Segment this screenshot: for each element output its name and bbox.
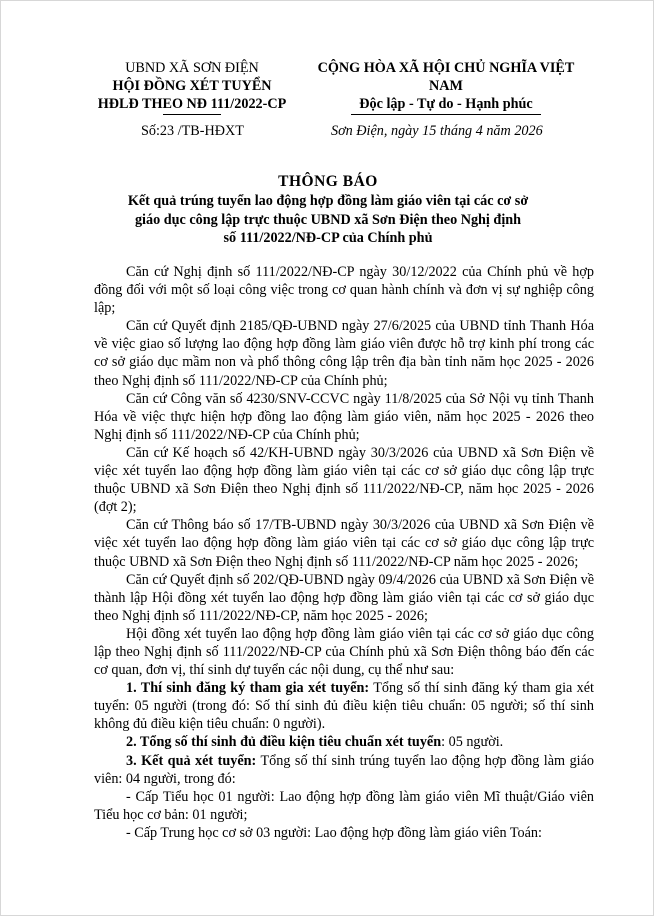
document-number: Số:23 /TB-HĐXT (141, 123, 244, 139)
national-motto-block (301, 59, 591, 115)
subtitle-line-2: giáo dục công lập trực thuộc UBND xã Sơn Điện theo Nghị định (134, 211, 522, 228)
subtitle-line-1: Kết quả trúng tuyển lao động hợp đồng làm giáo viên tại các cơ sở (127, 193, 529, 209)
item-2-text: : 05 người. (441, 734, 504, 751)
document-body (94, 263, 594, 842)
item-3-sub-primary: - Cấp Tiểu học 01 người: Lao động hợp đồng làm giáo viên Mĩ thuật/Giáo viên Tiểu học cơ bản: 01 người; (94, 788, 594, 823)
org-underline (163, 114, 221, 115)
document-subtitle (79, 192, 577, 248)
org-line-1: UBND XÃ SƠN ĐIỆN (125, 60, 259, 76)
item-1-label: 1. Thí sinh đăng ký tham gia xét tuyển: (126, 680, 370, 697)
paragraph-basis-6: Căn cứ Quyết định số 202/QĐ-UBND ngày 09/4/2026 của UBND xã Sơn Điện về thành lập Hội đồng xét tuyển lao động hợp đồng làm giáo viên tại các cơ sở giáo dục theo Nghị định số 111/2022/NĐ-CP, năm học 2025 - 2026; (94, 571, 594, 624)
item-2-label: 2. Tổng số thí sinh đủ điều kiện tiêu chuẩn xét tuyển (126, 734, 442, 751)
item-3 (94, 752, 594, 788)
motto: Độc lập - Tự do - Hạnh phúc (359, 96, 533, 112)
paragraph-basis-1: Căn cứ Nghị định số 111/2022/NĐ-CP ngày 30/12/2022 của Chính phủ về hợp đồng đối với một số loại công việc trong cơ quan hành chính và đơn vị sự nghiệp công lập; (94, 264, 594, 317)
item-1-text: Tổng số thí sinh đăng ký tham gia xét tuyển: 05 người (trong đó: Số thí sinh đủ điều kiện tiêu chuẩn: 05 người; số thí sinh không đủ điều kiện tiêu chuẩn: 0 người). (94, 680, 594, 733)
item-3-label: 3. Kết quả xét tuyển: (126, 752, 257, 769)
document-title: THÔNG BÁO (278, 173, 378, 190)
subtitle-line-3: số 111/2022/NĐ-CP của Chính phủ (223, 230, 433, 246)
paragraph-basis-3: Căn cứ Công văn số 4230/SNV-CCVC ngày 11/8/2025 của Sở Nội vụ tỉnh Thanh Hóa về việc thực hiện hợp đồng lao động làm giáo viên, năm học 2025 - 2026 theo Nghị định số 111/2022/NĐ-CP của Chính phủ; (94, 390, 594, 443)
place-date: Sơn Điện, ngày 15 tháng 4 năm 2026 (331, 123, 543, 139)
paragraph-basis-2: Căn cứ Quyết định 2185/QĐ-UBND ngày 27/6/2025 của UBND tỉnh Thanh Hóa về việc giao số lượng lao động hợp đồng làm giáo viên được hỗ trợ kinh phí trong các cơ sở giáo dục mầm non và phổ thông công lập trên địa bàn tỉnh năm học 2025 - 2026 theo Nghị định số 111/2022/NĐ-CP của Chính phủ; (94, 318, 594, 389)
item-1 (94, 679, 594, 733)
paragraph-basis-4: Căn cứ Kế hoạch số 42/KH-UBND ngày 30/3/2026 của UBND xã Sơn Điện về việc xét tuyển lao động hợp đồng làm giáo viên tại các cơ sở giáo dục công lập trực thuộc UBND xã Sơn Điện theo Nghị định số 111/2022/NĐ-CP, năm học 2025 - 2026 (đợt 2); (94, 444, 594, 516)
paragraph-basis-5: Căn cứ Thông báo số 17/TB-UBND ngày 30/3/2026 của UBND xã Sơn Điện về việc xét tuyển lao động hợp đồng làm giáo viên tại các cơ sở giáo dục công lập trực thuộc UBND xã Sơn Điện theo Nghị định số 111/2022/NĐ-CP năm học 2025 - 2026; (94, 517, 594, 570)
item-2 (94, 733, 594, 751)
item-3-sub-secondary: - Cấp Trung học cơ sở 03 người: Lao động hợp đồng làm giáo viên Toán: (126, 824, 542, 841)
org-line-2: HỘI ĐỒNG XÉT TUYỂN (112, 78, 272, 94)
org-line-3: HĐLĐ THEO NĐ 111/2022-CP (97, 96, 287, 112)
issuing-authority-block (79, 59, 305, 115)
motto-underline (351, 114, 541, 115)
nation-title: CỘNG HÒA XÃ HỘI CHỦ NGHĨA VIỆT NAM (317, 60, 575, 94)
paragraph-announcement: Hội đồng xét tuyển lao động hợp đồng làm giáo viên tại các cơ sở giáo dục công lập theo Nghị định số 111/2022/NĐ-CP của Chính phủ xã Sơn Điện thông báo đến các cơ quan, đơn vị, thí sinh dự tuyển các nội dung, cụ thể như sau: (94, 625, 594, 679)
item-3-text: Tổng số thí sinh trúng tuyển lao động hợp đồng làm giáo viên: 04 người, trong đó: (94, 752, 594, 787)
